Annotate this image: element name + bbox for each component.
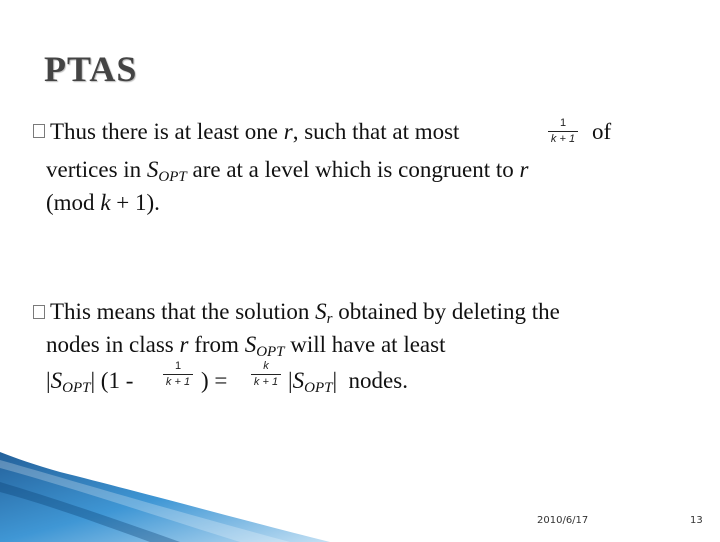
- text-segment: |: [46, 368, 51, 393]
- text-segment: r: [283, 119, 293, 144]
- text-segment: of: [592, 119, 612, 144]
- subscript: OPT: [304, 380, 333, 396]
- slide-number: 13: [690, 515, 703, 526]
- fraction-bar: [163, 374, 193, 375]
- text-segment: are at a level which is congruent to: [186, 157, 520, 182]
- bullet-1-line-1-end: [592, 119, 611, 145]
- bullet-2-line-3-start: [46, 368, 133, 401]
- fraction-bar: [548, 131, 578, 132]
- text-segment: |: [288, 368, 293, 393]
- fraction-1-over-k-plus-1: [546, 117, 580, 146]
- fraction-numerator: 1: [174, 360, 182, 372]
- text-segment: r: [519, 157, 529, 182]
- bullet-1-line-2: [46, 157, 528, 190]
- fraction-denominator: k + 1: [165, 376, 191, 388]
- subscript: OPT: [256, 344, 285, 360]
- bullet-box-icon: [33, 124, 45, 138]
- text-segment: S: [315, 299, 327, 324]
- subscript: r: [326, 311, 333, 327]
- bullet-2-line-3-end: [288, 368, 408, 401]
- text-segment: S: [146, 157, 159, 182]
- text-segment: , such that at most: [292, 119, 460, 144]
- subscript: OPT: [62, 380, 91, 396]
- footer-date: 2010/6/17: [537, 515, 589, 526]
- text-segment: This means that the solution: [50, 299, 316, 324]
- fraction-numerator: 1: [559, 117, 567, 129]
- bullet-2-line-2: [46, 332, 445, 365]
- text-segment: k: [100, 190, 111, 215]
- bullet-2-line-1: [50, 299, 560, 332]
- text-segment: S: [244, 332, 257, 357]
- text-segment: | nodes.: [332, 368, 408, 393]
- text-segment: S: [50, 368, 63, 393]
- fraction-numerator: k: [263, 360, 269, 372]
- text-segment: | (1 -: [90, 368, 134, 393]
- text-segment: r: [179, 332, 189, 357]
- fraction-denominator: k + 1: [253, 376, 279, 388]
- text-segment: from: [188, 332, 245, 357]
- fraction-bar: [251, 374, 281, 375]
- bullet-1-line-3: [46, 190, 160, 216]
- fraction-denominator: k + 1: [550, 133, 576, 145]
- text-segment: Thus there is at least one: [50, 119, 284, 144]
- subscript: OPT: [158, 169, 187, 185]
- text-segment: nodes in class: [46, 332, 180, 357]
- bullet-box-icon: [33, 305, 45, 319]
- text-segment: will have at least: [284, 332, 446, 357]
- decorative-swoosh: [0, 452, 360, 542]
- text-segment: + 1).: [110, 190, 160, 215]
- fraction-1-over-k-plus-1: [161, 360, 195, 389]
- text-segment: vertices in: [46, 157, 147, 182]
- text-segment: ) =: [201, 368, 228, 393]
- bullet-2-line-3-mid: [201, 368, 227, 394]
- text-segment: (mod: [46, 190, 101, 215]
- bullet-1-line-1: [50, 119, 459, 145]
- text-segment: obtained by deleting the: [332, 299, 560, 324]
- text-segment: S: [292, 368, 305, 393]
- slide-title: PTAS: [44, 49, 138, 89]
- fraction-k-over-k-plus-1: [249, 360, 283, 389]
